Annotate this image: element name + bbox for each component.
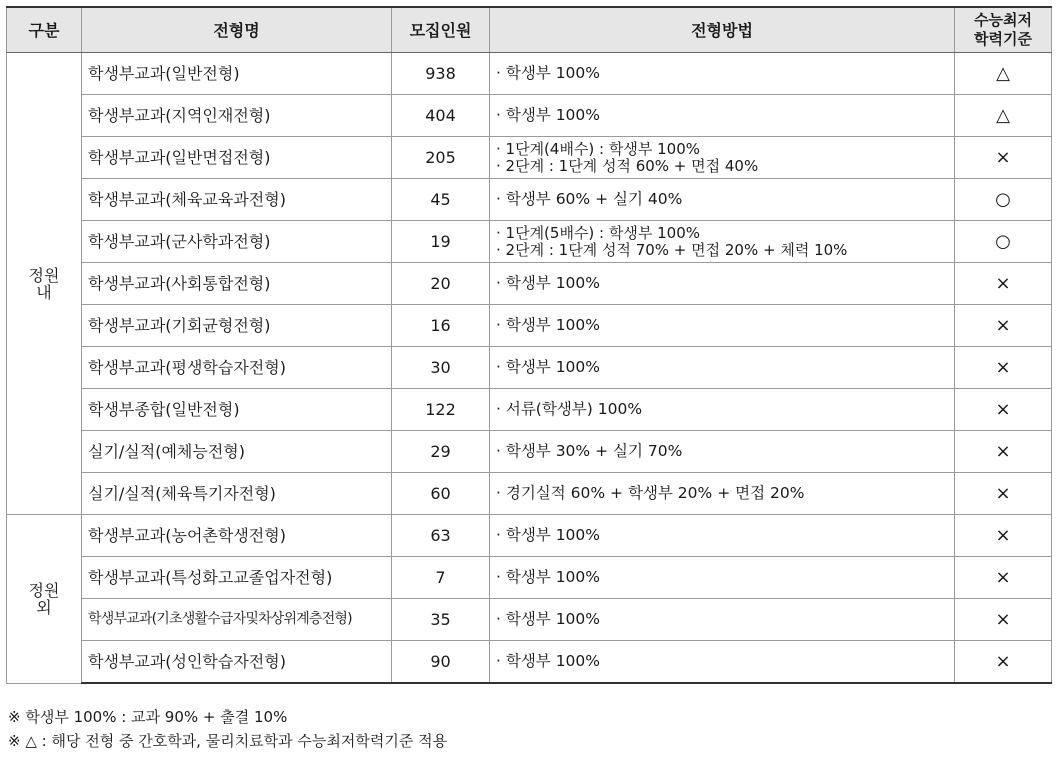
header-method: 전형방법 [490, 7, 955, 53]
selection-method [490, 263, 955, 305]
table-row [7, 305, 1052, 347]
table-row [7, 641, 1052, 684]
min-standard-mark: △ [955, 53, 1052, 95]
header-min-line1: 수능최저 [974, 11, 1032, 29]
table-body [7, 53, 1052, 684]
header-category: 구분 [7, 7, 82, 53]
selection-method-line: · 서류(학생부) 100% [496, 400, 643, 418]
admission-type-name: 학생부교과(특성화고교졸업자전형) [82, 557, 392, 599]
footnote-2: ※ △ : 해당 전형 중 간호학과, 물리치료학과 수능최저학력기준 적용 [8, 732, 448, 750]
group-label [7, 515, 82, 684]
selection-method-line: · 학생부 100% [496, 652, 601, 670]
selection-method-line: · 학생부 100% [496, 610, 601, 628]
selection-method [490, 557, 955, 599]
selection-method [490, 179, 955, 221]
table-row [7, 515, 1052, 557]
selection-method [490, 389, 955, 431]
selection-method [490, 599, 955, 641]
min-standard-mark: × [955, 473, 1052, 515]
selection-method-line: · 1단계(5배수) : 학생부 100% [496, 223, 700, 242]
selection-method-line: · 학생부 100% [496, 526, 601, 544]
selection-method [490, 137, 955, 179]
admission-type-name: 실기/실적(예체능전형) [82, 431, 392, 473]
selection-method-line: · 2단계 : 1단계 성적 70% + 면접 20% + 체력 10% [496, 240, 848, 259]
min-standard-mark: × [955, 263, 1052, 305]
table-row [7, 53, 1052, 95]
min-standard-mark: ○ [955, 179, 1052, 221]
admission-type-name: 학생부교과(농어촌학생전형) [82, 515, 392, 557]
admission-type-name: 학생부교과(평생학습자전형) [82, 347, 392, 389]
min-standard-mark: ○ [955, 221, 1052, 263]
table-row [7, 557, 1052, 599]
table-row [7, 179, 1052, 221]
group-label-line1: 정원 [28, 265, 60, 285]
table-row [7, 347, 1052, 389]
quota-value: 16 [392, 305, 490, 347]
selection-method-line: · 학생부 100% [496, 316, 601, 334]
selection-method [490, 473, 955, 515]
footnotes [8, 705, 447, 753]
selection-method-line: · 학생부 100% [496, 106, 601, 124]
admission-type-name: 실기/실적(체육특기자전형) [82, 473, 392, 515]
min-standard-mark: × [955, 515, 1052, 557]
selection-method-line: · 경기실적 60% + 학생부 20% + 면접 20% [496, 484, 805, 502]
table-row [7, 431, 1052, 473]
selection-method-line: · 2단계 : 1단계 성적 60% + 면접 40% [496, 156, 759, 175]
quota-value: 7 [392, 557, 490, 599]
min-standard-mark: △ [955, 95, 1052, 137]
group-label-line2: 내 [36, 282, 52, 302]
table-row [7, 263, 1052, 305]
table-row [7, 221, 1052, 263]
quota-value: 63 [392, 515, 490, 557]
quota-value: 60 [392, 473, 490, 515]
min-standard-mark: × [955, 347, 1052, 389]
quota-value: 20 [392, 263, 490, 305]
table-row [7, 95, 1052, 137]
selection-method [490, 221, 955, 263]
quota-value: 45 [392, 179, 490, 221]
table-row [7, 137, 1052, 179]
selection-method [490, 431, 955, 473]
min-standard-mark: × [955, 431, 1052, 473]
header-min-line2: 학력기준 [974, 30, 1032, 48]
selection-method-line: · 학생부 30% + 실기 70% [496, 442, 683, 460]
min-standard-mark: × [955, 599, 1052, 641]
admission-type-name: 학생부교과(일반면접전형) [82, 137, 392, 179]
group-label-line1: 정원 [28, 580, 60, 600]
selection-method [490, 95, 955, 137]
selection-method-line: · 학생부 100% [496, 358, 601, 376]
quota-value: 35 [392, 599, 490, 641]
admission-type-name: 학생부종합(일반전형) [82, 389, 392, 431]
header-min-standard [955, 7, 1052, 53]
quota-value: 404 [392, 95, 490, 137]
selection-method [490, 305, 955, 347]
footnote-1: ※ 학생부 100% : 교과 90% + 출결 10% [8, 708, 288, 726]
admission-type-name: 학생부교과(일반전형) [82, 53, 392, 95]
table-header-row [7, 7, 1052, 53]
header-quota: 모집인원 [392, 7, 490, 53]
admission-type-name: 학생부교과(군사학과전형) [82, 221, 392, 263]
admission-type-name: 학생부교과(사회통합전형) [82, 263, 392, 305]
admission-type-name: 학생부교과(기회균형전형) [82, 305, 392, 347]
table-row [7, 389, 1052, 431]
selection-method [490, 641, 955, 684]
min-standard-mark: × [955, 557, 1052, 599]
table-row [7, 473, 1052, 515]
group-label [7, 53, 82, 515]
min-standard-mark: × [955, 641, 1052, 684]
min-standard-mark: × [955, 389, 1052, 431]
selection-method-line: · 학생부 60% + 실기 40% [496, 190, 683, 208]
min-standard-mark: × [955, 137, 1052, 179]
selection-method [490, 53, 955, 95]
selection-method-line: · 학생부 100% [496, 568, 601, 586]
selection-method-line: · 학생부 100% [496, 64, 601, 82]
selection-method [490, 347, 955, 389]
header-name: 전형명 [82, 7, 392, 53]
min-standard-mark: × [955, 305, 1052, 347]
selection-method-line: · 학생부 100% [496, 274, 601, 292]
quota-value: 205 [392, 137, 490, 179]
admission-type-name: 학생부교과(체육교육과전형) [82, 179, 392, 221]
group-label-line2: 외 [36, 597, 52, 617]
quota-value: 90 [392, 641, 490, 684]
quota-value: 19 [392, 221, 490, 263]
admission-type-name: 학생부교과(성인학습자전형) [82, 641, 392, 684]
admission-type-name: 학생부교과(기초생활수급자및차상위계층전형) [82, 599, 392, 641]
quota-value: 30 [392, 347, 490, 389]
table-row [7, 599, 1052, 641]
quota-value: 122 [392, 389, 490, 431]
quota-value: 938 [392, 53, 490, 95]
selection-method [490, 515, 955, 557]
selection-method-line: · 1단계(4배수) : 학생부 100% [496, 139, 700, 158]
admission-type-name: 학생부교과(지역인재전형) [82, 95, 392, 137]
quota-value: 29 [392, 431, 490, 473]
admissions-table [6, 6, 1052, 684]
